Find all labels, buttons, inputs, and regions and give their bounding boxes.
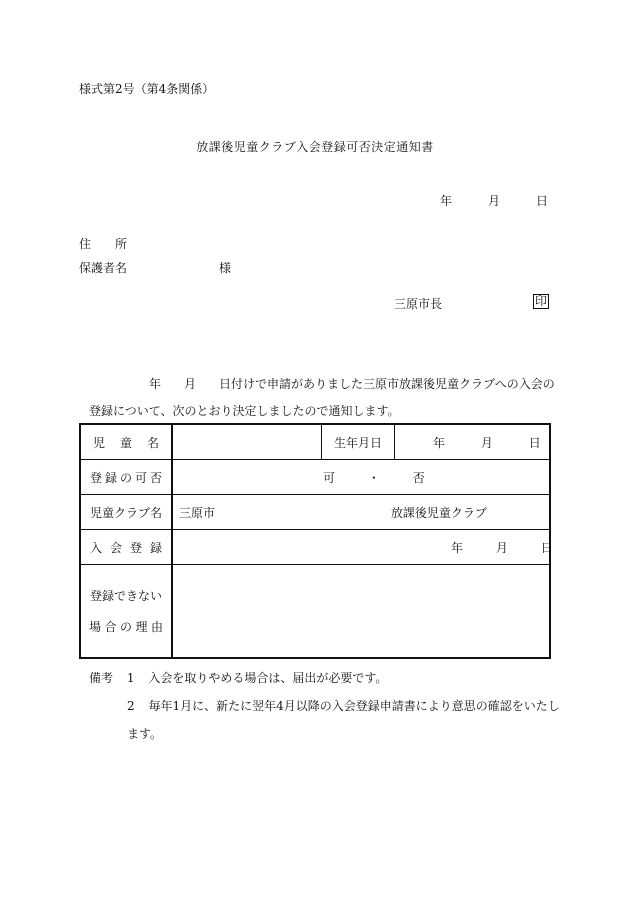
club-suffix: 放課後児童クラブ xyxy=(390,505,487,520)
result-label xyxy=(80,460,172,495)
enroll-year: 年 xyxy=(451,540,464,555)
club-name-value xyxy=(172,495,550,530)
birth-day: 日 xyxy=(528,435,541,450)
result-separator: ・ xyxy=(367,470,380,485)
enroll-label-char: 録 xyxy=(149,540,162,555)
club-name-label-text: 児童クラブ名 xyxy=(89,505,162,520)
decision-table xyxy=(79,423,551,659)
club-name-label xyxy=(80,495,172,530)
enroll-date-value xyxy=(172,530,553,565)
note-2-number: 2 xyxy=(127,699,135,713)
enroll-label-char: 会 xyxy=(109,540,122,555)
result-label-char: 録 xyxy=(104,470,117,485)
birthdate-value xyxy=(395,424,551,460)
result-label-char: 可 xyxy=(134,470,147,485)
row-reason xyxy=(80,565,550,659)
seal-box: 印 xyxy=(535,294,548,308)
birthdate-label: 生年月日 xyxy=(322,424,395,460)
note-1-text: 入会を取りやめる場合は、届出が必要です。 xyxy=(148,671,388,685)
result-value xyxy=(172,460,550,495)
row-result xyxy=(80,460,550,495)
row-enroll-date xyxy=(80,530,550,565)
enroll-label-char: 入 xyxy=(90,540,103,555)
enroll-label-char: 登 xyxy=(129,540,142,555)
reason-label-line-1: 登録できない xyxy=(89,589,162,603)
note-2-text: 毎年1月に、新たに翌年4月以降の入会登録申請書により意思の確認をいたし xyxy=(148,699,560,713)
club-city: 三原市 xyxy=(179,505,216,520)
reason-label-line-2 xyxy=(89,618,163,635)
row-club-name xyxy=(80,495,550,530)
result-no: 否 xyxy=(412,470,425,485)
date-year-label: 年 xyxy=(440,194,453,208)
honorific-sama: 様 xyxy=(219,261,232,275)
result-yes: 可 xyxy=(323,470,336,485)
address-label: 住 所 xyxy=(79,237,128,251)
note-2 xyxy=(127,697,560,714)
reason-label-char: 由 xyxy=(150,620,163,634)
reason-label-char: 理 xyxy=(135,620,148,634)
notes-heading: 備考 xyxy=(89,671,114,685)
note-1 xyxy=(89,669,387,687)
row-child-name xyxy=(80,424,550,460)
document-title: 放課後児童クラブ入会登録可否決定通知書 xyxy=(196,140,434,154)
reason-label-char: の xyxy=(119,620,132,634)
date-month-label: 月 xyxy=(488,194,501,208)
note-2-continuation: ます。 xyxy=(127,727,163,741)
result-label-char: の xyxy=(119,470,132,485)
body-line-1: 日付けで申請がありました三原市放課後児童クラブへの入会の xyxy=(219,377,555,391)
guardian-name-label: 保護者名 xyxy=(79,261,128,275)
birth-month: 月 xyxy=(480,435,493,450)
child-name-char: 名 xyxy=(146,435,159,450)
notes-section xyxy=(89,669,387,687)
child-name-char: 児 xyxy=(93,435,106,450)
enroll-month: 月 xyxy=(495,540,508,555)
birth-year: 年 xyxy=(433,435,446,450)
reason-label-char: 合 xyxy=(104,620,117,634)
note-1-number: 1 xyxy=(126,671,135,685)
reason-label xyxy=(80,565,172,659)
enroll-day: 日 xyxy=(540,540,553,555)
child-name-label xyxy=(80,424,172,460)
result-label-char: 否 xyxy=(149,470,162,485)
form-number: 様式第2号（第4条関係） xyxy=(79,82,215,96)
reason-value xyxy=(172,565,550,659)
body-line-2: 登録について、次のとおり決定しましたので通知します。 xyxy=(89,404,400,418)
issuer-name: 三原市長 xyxy=(394,297,443,311)
body-month-label: 月 xyxy=(184,377,197,391)
date-day-label: 日 xyxy=(536,194,549,208)
child-name-value xyxy=(172,424,322,460)
reason-label-char: 場 xyxy=(89,620,102,634)
child-name-char: 童 xyxy=(119,435,132,450)
result-label-char: 登 xyxy=(90,470,103,485)
body-year-label: 年 xyxy=(149,377,162,391)
enroll-label xyxy=(80,530,172,565)
seal-mark xyxy=(533,294,549,309)
